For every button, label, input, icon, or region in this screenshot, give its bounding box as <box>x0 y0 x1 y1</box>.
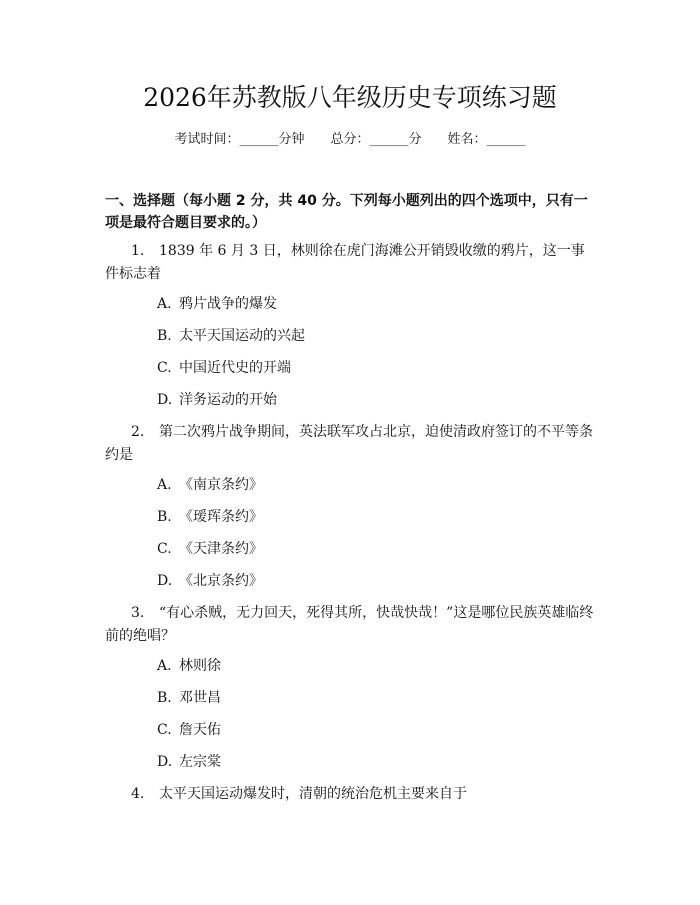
question-text: 太平天国运动爆发时，清朝的统治危机主要来自于 <box>159 786 467 802</box>
question-number: 4. <box>131 786 145 802</box>
time-field-label: 考试时间：______分钟 <box>174 132 305 147</box>
question-text: “有心杀贼，无力回天，死得其所，快哉快哉！”这是哪位民族英雄临终前的绝唱？ <box>105 605 594 644</box>
option-text: 《北京条约》 <box>179 573 263 589</box>
option-letter: B. <box>157 690 172 706</box>
option-3c <box>157 720 221 740</box>
exam-meta <box>0 130 700 150</box>
option-letter: A. <box>157 296 172 312</box>
score-field-label: 总分：______分 <box>330 132 422 147</box>
option-3a <box>157 656 221 676</box>
page-title: 2026年苏教版八年级历史专项练习题 <box>143 83 557 112</box>
option-text: 《瑷珲条约》 <box>179 509 263 525</box>
option-letter: C. <box>157 541 172 557</box>
option-letter: B. <box>157 509 172 525</box>
option-2d <box>157 571 263 591</box>
option-1c <box>157 358 291 378</box>
question-2 <box>105 421 597 467</box>
option-text: 邓世昌 <box>179 690 221 706</box>
section-heading: 一、选择题（每小题 2 分，共 40 分。下列每小题列出的四个选项中，只有一项是最符合题目要求的。） <box>105 193 588 231</box>
option-text: 中国近代史的开端 <box>179 360 291 376</box>
option-text: 《天津条约》 <box>179 541 263 557</box>
option-2c <box>157 539 263 559</box>
option-text: 鸦片战争的爆发 <box>179 296 277 312</box>
option-letter: A. <box>157 477 172 493</box>
question-text: 1839 年 6 月 3 日，林则徐在虎门海滩公开销毁收缴的鸦片，这一事件标志着 <box>105 243 585 282</box>
question-3 <box>105 602 597 648</box>
name-field-label: 姓名：______ <box>447 132 526 147</box>
option-1a <box>157 294 277 314</box>
question-text: 第二次鸦片战争期间，英法联军攻占北京，迫使清政府签订的不平等条约是 <box>105 424 593 463</box>
option-text: 《南京条约》 <box>179 477 263 493</box>
option-text: 詹天佑 <box>179 722 221 738</box>
question-number: 3. <box>131 605 145 621</box>
option-letter: A. <box>157 658 172 674</box>
option-3d <box>157 752 221 772</box>
option-text: 洋务运动的开始 <box>179 392 277 408</box>
option-1b <box>157 326 305 346</box>
option-2a <box>157 475 263 495</box>
option-letter: D. <box>157 573 173 589</box>
option-text: 太平天国运动的兴起 <box>179 328 305 344</box>
option-text: 林则徐 <box>179 658 221 674</box>
option-2b <box>157 507 263 527</box>
option-letter: C. <box>157 722 172 738</box>
option-1d <box>157 390 277 410</box>
option-text: 左宗棠 <box>179 754 221 770</box>
question-number: 1. <box>131 243 145 259</box>
option-letter: B. <box>157 328 172 344</box>
question-1 <box>105 240 597 286</box>
question-number: 2. <box>131 424 145 440</box>
option-3b <box>157 688 221 708</box>
option-letter: C. <box>157 360 172 376</box>
question-4 <box>105 783 597 806</box>
option-letter: D. <box>157 754 173 770</box>
option-letter: D. <box>157 392 173 408</box>
